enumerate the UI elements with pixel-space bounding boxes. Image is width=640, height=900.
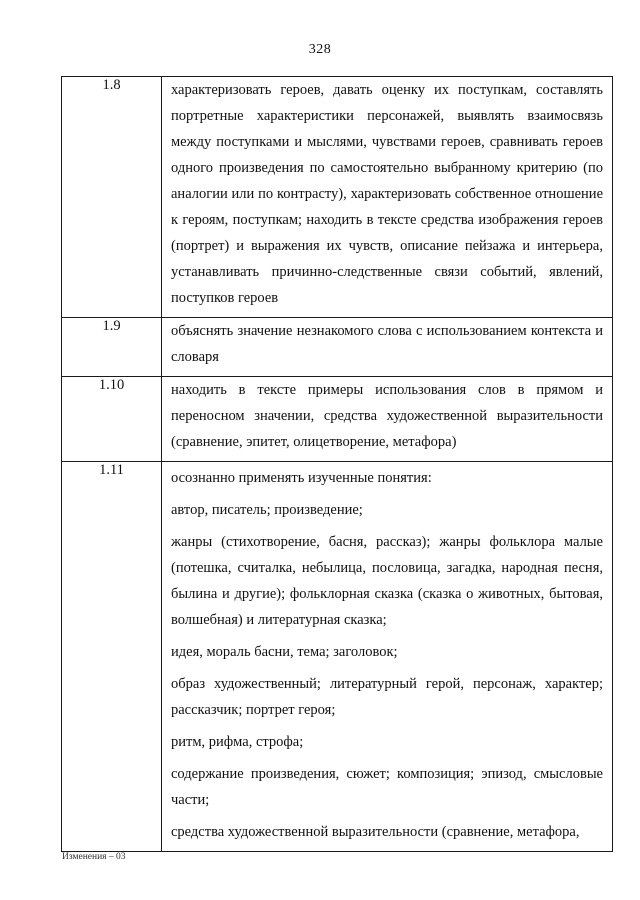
paragraph: объяснять значение незнакомого слова с использованием контекста и словаря bbox=[171, 323, 603, 365]
row-number: 1.11 bbox=[62, 462, 162, 852]
row-number: 1.8 bbox=[62, 77, 162, 318]
row-description bbox=[162, 462, 613, 852]
row-description bbox=[162, 77, 613, 318]
paragraph: жанры (стихотворение, басня, рассказ); жанры фольклора малые (потешка, считалка, небылица, пословица, загадка, народная песня, былина и другие); фольклорная сказка (сказка о животных, бытовая, волшебная) и литературная сказка; bbox=[171, 534, 603, 628]
table-row bbox=[62, 77, 613, 318]
paragraph: осознанно применять изученные понятия: bbox=[171, 470, 432, 486]
paragraph: содержание произведения, сюжет; композиция; эпизод, смысловые части; bbox=[171, 766, 603, 808]
row-number: 1.9 bbox=[62, 318, 162, 377]
paragraph: ритм, рифма, строфа; bbox=[171, 734, 304, 750]
paragraph: автор, писатель; произведение; bbox=[171, 502, 363, 518]
table-row bbox=[62, 318, 613, 377]
footer-revision-note: Изменения – 03 bbox=[62, 852, 126, 862]
paragraph: характеризовать героев, давать оценку их поступкам, составлять портретные характеристики персонажей, выявлять взаимосвязь между поступками и мыслями, чувствами героев, сравнивать героев одного произведения по самостоятельно выбранному критерию (по аналогии или по контрасту), характеризовать собственное отношение к героям, поступкам; находить в тексте средства изображения героев (портрет) и выражения их чувств, описание пейзажа и интерьера, устанавливать причинно-следственные связи событий, явлений, поступков героев bbox=[171, 82, 603, 306]
paragraph: находить в тексте примеры использования слов в прямом и переносном значении, средства художественной выразительности (сравнение, эпитет, олицетворение, метафора) bbox=[171, 382, 603, 450]
paragraph: образ художественный; литературный герой, персонаж, характер; рассказчик; портрет героя; bbox=[171, 676, 603, 718]
row-number: 1.10 bbox=[62, 377, 162, 462]
table-row bbox=[62, 462, 613, 852]
requirements-table bbox=[61, 76, 613, 852]
page-number: 328 bbox=[308, 42, 332, 57]
paragraph: идея, мораль басни, тема; заголовок; bbox=[171, 644, 398, 660]
paragraph: средства художественной выразительности (сравнение, метафора, bbox=[171, 824, 580, 840]
row-description bbox=[162, 318, 613, 377]
row-description bbox=[162, 377, 613, 462]
table-row bbox=[62, 377, 613, 462]
